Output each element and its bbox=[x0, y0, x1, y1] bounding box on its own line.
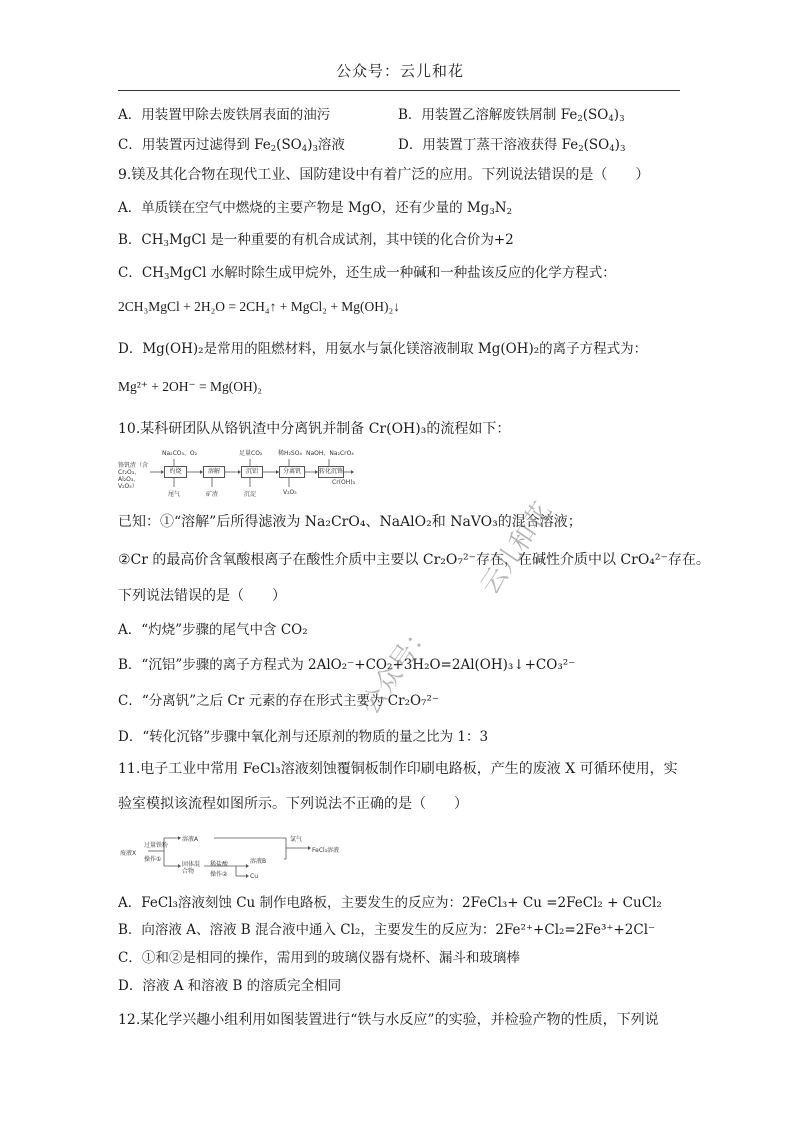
q10-flow-step-3: 沉铝 bbox=[241, 466, 263, 478]
q10-flow-output-4: V₂O₅ bbox=[283, 489, 297, 496]
q10-flow-product: Cr(OH)₃ bbox=[332, 479, 355, 486]
q11-flow-reagent-2: 稀盐酸 bbox=[210, 861, 229, 868]
q10-flow-output-3: 沉淀 bbox=[244, 491, 257, 498]
q10-ask: 下列说法错误的是（ ） bbox=[118, 588, 286, 604]
watermark-text-2: 云儿和花 bbox=[474, 497, 559, 601]
q10-flow-output-2: 矿渣 bbox=[206, 491, 219, 498]
q11-option-c: C．①和②是相同的操作，需用到的玻璃仪器有烧杯、漏斗和玻璃棒 bbox=[118, 950, 520, 966]
q11-option-b: B．向溶液 A、溶液 B 混合液中通入 Cl₂，主要发生的反应为：2Fe²⁺+Cl₂=2Fe³⁺+2Cl⁻ bbox=[118, 922, 656, 938]
watermark-text-1: 公众号： bbox=[354, 617, 439, 721]
q10-option-d: D．“转化沉铬”步骤中氧化剂与还原剂的物质的量之比为 1：3 bbox=[118, 729, 489, 745]
q8-option-d: D．用装置丁蒸干溶液获得 $Fe_2(SO_4)_3$ bbox=[398, 137, 626, 154]
q11-stem-line-1: 11.电子工业中常用 FeCl₃溶液刻蚀覆铜板制作印刷电路板，产生的废液 X 可循环使用，实 bbox=[118, 761, 678, 777]
q10-flow-reagent-2: 足量CO₂ bbox=[239, 450, 263, 457]
page-header-title: 公众号：云儿和花 bbox=[335, 62, 464, 80]
q10-flow-reagent-3: 稀H₂SO₄ bbox=[278, 450, 302, 457]
q11-flow-start: 废液X bbox=[120, 850, 137, 857]
q10-option-c: C．“分离钒”之后 Cr 元素的存在形式主要为 Cr₂O₇²⁻ bbox=[118, 693, 440, 709]
q11-option-d: D．溶液 A 和溶液 B 的溶质完全相同 bbox=[118, 978, 342, 994]
q9-option-d-equation: Mg²⁺ + 2OH⁻ = Mg(OH)₂ bbox=[118, 379, 262, 394]
q11-flow-solution-a: 溶液A bbox=[182, 836, 199, 843]
q11-flow-diagram bbox=[118, 826, 368, 884]
q10-known-2: ②Cr 的最高价含氧酸根离子在酸性介质中主要以 Cr₂O₇²⁻存在，在碱性介质中以 CrO₄²⁻存在。 bbox=[118, 552, 710, 568]
q11-flow-op-1: 操作① bbox=[144, 856, 162, 863]
q9-stem: 9.镁及其化合物在现代工业、国防建设中有着广泛的应用。下列说法错误的是（ ） bbox=[118, 167, 650, 183]
q8-option-c: C．用装置丙过滤得到 $Fe_2(SO_4)_3$溶液 bbox=[118, 137, 345, 154]
q9-option-c-equation: 2CH₃MgCl + 2H₂O = 2CH₄↑ + MgCl₂ + Mg(OH)₂↓ bbox=[118, 299, 401, 314]
q11-stem-line-2: 验室模拟该流程如图所示。下列说法不正确的是（ ） bbox=[118, 796, 468, 812]
q10-stem: 10.某科研团队从铬钒渣中分离钒并制备 Cr(OH)₃的流程如下： bbox=[118, 421, 511, 437]
q10-flow-step-5: 转化沉铬 bbox=[318, 466, 344, 478]
q11-flow-solution-b: 溶液B bbox=[250, 858, 267, 865]
q10-option-a: A．“灼烧”步骤的尾气中含 CO₂ bbox=[118, 622, 308, 638]
q10-flow-raw-material: 铬钒渣（含Cr₂O₃、Al₂O₃、V₂O₅） bbox=[118, 462, 149, 490]
header-rule bbox=[118, 90, 680, 91]
q11-flow-reagent-1: 过量铁粉 bbox=[144, 842, 169, 849]
q10-flow-diagram bbox=[118, 445, 358, 505]
q9-option-b: B．$CH_3MgCl$ 是一种重要的有机合成试剂，其中镁的化合价为+2 bbox=[118, 232, 514, 249]
q9-option-a: A．单质镁在空气中燃烧的主要产物是 MgO，还有少量的 $Mg_3N_2$ bbox=[118, 200, 512, 217]
q9-option-d: D．Mg(OH)₂是常用的阻燃材料，用氨水与氯化镁溶液制取 Mg(OH)₂的离子方程式为： bbox=[118, 341, 648, 357]
q10-flow-step-1: 灼烧 bbox=[164, 466, 187, 478]
q10-known-1: 已知：①“溶解”后所得滤液为 Na₂CrO₄、NaAlO₂和 NaVO₃的混合溶液； bbox=[118, 514, 582, 530]
q10-flow-step-2: 溶解 bbox=[203, 466, 225, 478]
q11-flow-cu: Cu bbox=[250, 873, 258, 880]
q12-stem: 12.某化学兴趣小组利用如图装置进行“铁与水反应”的实验，并检验产物的性质，下列说 bbox=[118, 1012, 659, 1028]
q8-option-b: B．用装置乙溶解废铁屑制 $Fe_2(SO_4)_3$ bbox=[398, 107, 625, 124]
q11-flow-solid-mixture: 固体混合物 bbox=[182, 861, 201, 875]
q10-option-b: B．“沉铝”步骤的离子方程式为 2AlO₂⁻+CO₂+3H₂O=2Al(OH)₃↓+CO₃²⁻ bbox=[118, 657, 576, 673]
q10-flow-reagent-4: NaOH、Na₂CrO₄ bbox=[306, 450, 354, 457]
q10-flow-output-1: 尾气 bbox=[168, 491, 181, 498]
q11-option-a: A．FeCl₃溶液刻蚀 Cu 制作电路板，主要发生的反应为：2FeCl₃+ Cu =2FeCl₂ + CuCl₂ bbox=[118, 895, 662, 911]
q8-option-a: A．用装置甲除去废铁屑表面的油污 bbox=[118, 107, 331, 123]
q11-flow-op-2: 操作② bbox=[210, 871, 228, 878]
q10-flow-reagent-1: Na₂CO₃、O₂ bbox=[162, 450, 198, 457]
q11-flow-end: FeCl₃溶液 bbox=[312, 847, 340, 854]
q11-flow-chlorine: 氯气 bbox=[290, 836, 303, 843]
q10-flow-step-4: 分离钒 bbox=[279, 466, 305, 478]
q9-option-c: C．$CH_3MgCl$ 水解时除生成甲烷外，还生成一种碱和一种盐该反应的化学方程式： bbox=[118, 265, 616, 282]
